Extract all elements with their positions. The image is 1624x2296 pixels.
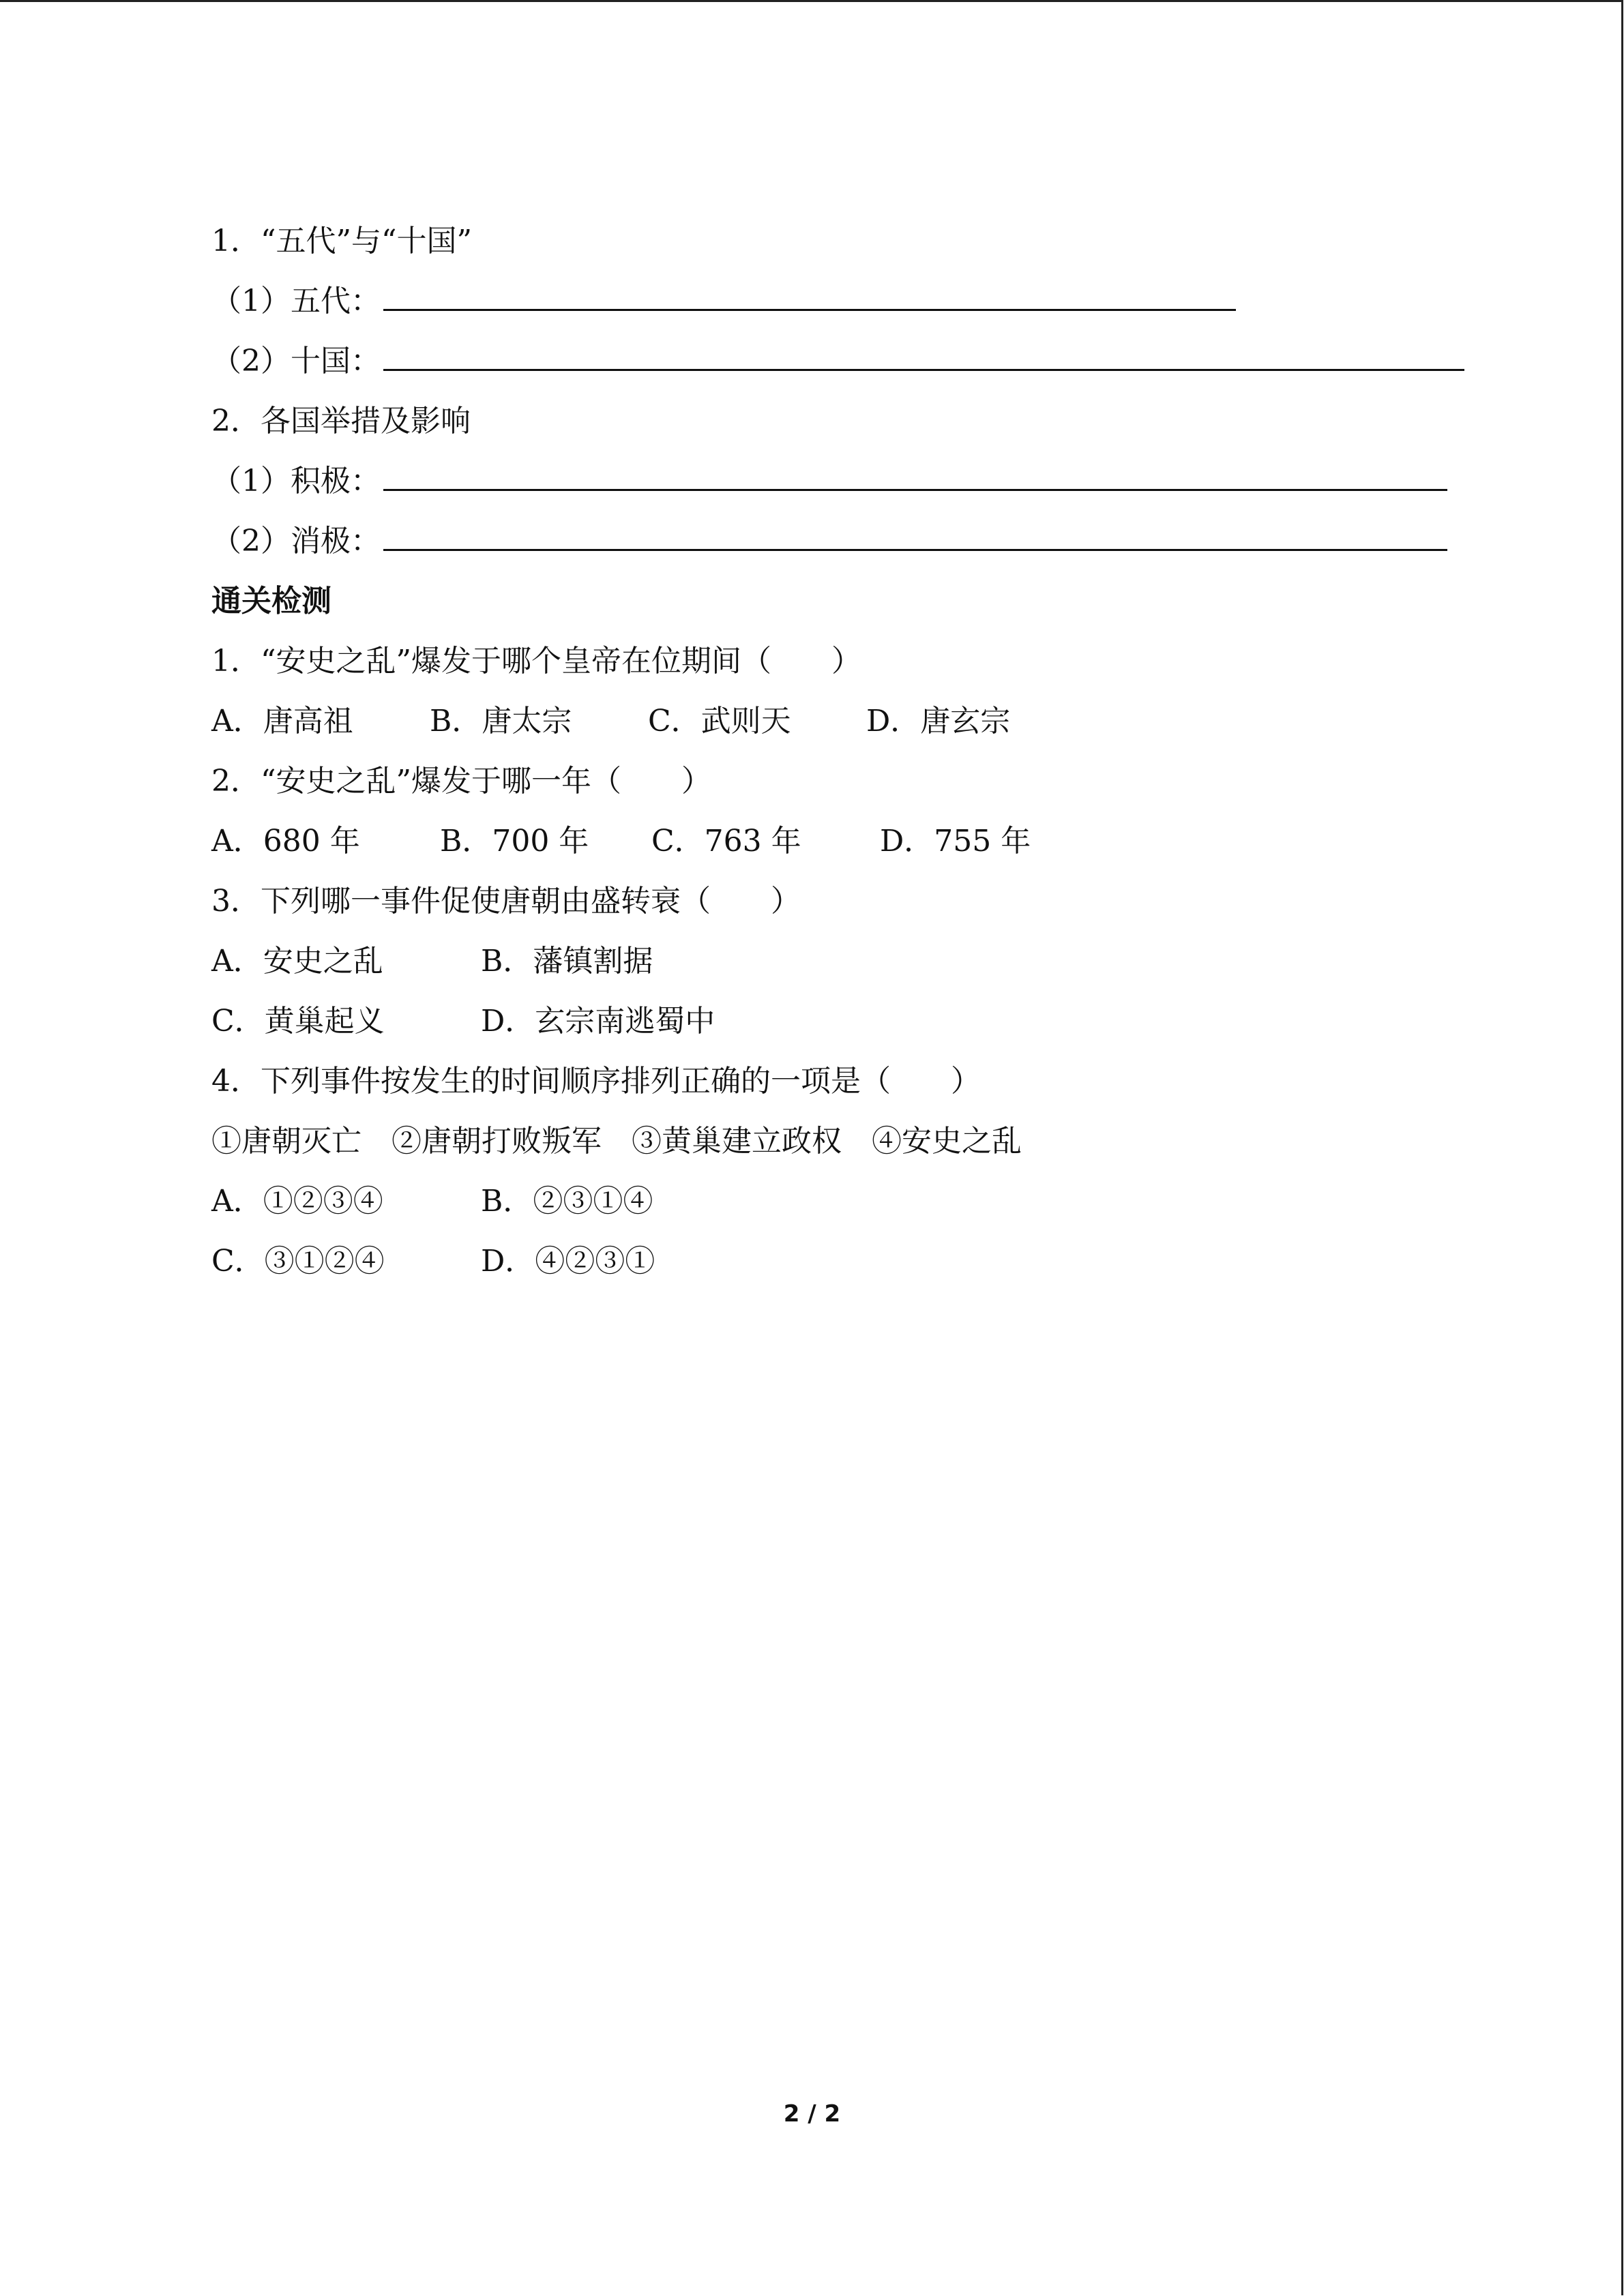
section-1-title: 1．“五代”与“十国” — [211, 224, 472, 258]
question-4-options-row-1 — [211, 1172, 1507, 1232]
q3-option-b[interactable]: B．藩镇割据 — [481, 944, 653, 979]
q2-option-d[interactable]: D．755 年 — [880, 824, 1031, 859]
q3-option-d[interactable]: D．玄宗南逃蜀中 — [481, 1004, 715, 1039]
section-2-item-1 — [211, 451, 1507, 511]
question-2-stem: 2．“安史之乱”爆发于哪一年（ ） — [211, 764, 711, 799]
question-1-stem: 1．“安史之乱”爆发于哪个皇帝在位期间（ ） — [211, 644, 861, 679]
negative-answer-blank[interactable] — [383, 515, 1447, 551]
question-4-stem: 4．下列事件按发生的时间顺序排列正确的一项是（ ） — [211, 1064, 981, 1099]
negative-label: （2）消极： — [211, 524, 381, 558]
q1-option-c[interactable]: C．武则天 — [648, 704, 791, 739]
question-4-events: ①唐朝灭亡 ②唐朝打败叛军 ③黄巢建立政权 ④安史之乱 — [211, 1124, 1022, 1159]
section-1-item-1 — [211, 271, 1507, 331]
question-2-options — [211, 811, 1507, 871]
question-3-options-row-2 — [211, 992, 1507, 1052]
q3-option-a[interactable]: A．安史之乱 — [211, 944, 383, 979]
section-2-title: 2．各国举措及影响 — [211, 404, 471, 438]
wudai-label: （1）五代： — [211, 284, 381, 318]
quiz-heading: 通关检测 — [211, 584, 331, 618]
worksheet-content — [211, 211, 1507, 1292]
shiguo-label: （2）十国： — [211, 344, 381, 378]
wudai-answer-blank[interactable] — [383, 275, 1236, 311]
q1-option-b[interactable]: B．唐太宗 — [430, 704, 572, 739]
q4-option-c[interactable]: C．③①②④ — [211, 1244, 385, 1279]
q1-option-a[interactable]: A．唐高祖 — [211, 704, 353, 739]
q2-option-c[interactable]: C．763 年 — [651, 824, 801, 859]
positive-label: （1）积极： — [211, 464, 381, 498]
section-1-item-2 — [211, 331, 1507, 391]
q4-option-b[interactable]: B．②③①④ — [481, 1184, 653, 1219]
section-2-item-2 — [211, 511, 1507, 571]
q2-option-b[interactable]: B．700 年 — [440, 824, 589, 859]
q1-option-d[interactable]: D．唐玄宗 — [866, 704, 1011, 739]
q3-option-c[interactable]: C．黄巢起义 — [211, 1004, 385, 1039]
q4-option-d[interactable]: D．④②③① — [481, 1244, 655, 1279]
question-1-options — [211, 691, 1507, 751]
q2-option-a[interactable]: A．680 年 — [211, 824, 360, 859]
q4-option-a[interactable]: A．①②③④ — [211, 1184, 383, 1219]
positive-answer-blank[interactable] — [383, 455, 1447, 491]
question-3-options-row-1 — [211, 931, 1507, 992]
question-4-options-row-2 — [211, 1232, 1507, 1292]
question-3-stem: 3．下列哪一事件促使唐朝由盛转衰（ ） — [211, 884, 801, 919]
shiguo-answer-blank[interactable] — [383, 335, 1464, 371]
page-number: 2 / 2 — [783, 2100, 841, 2128]
